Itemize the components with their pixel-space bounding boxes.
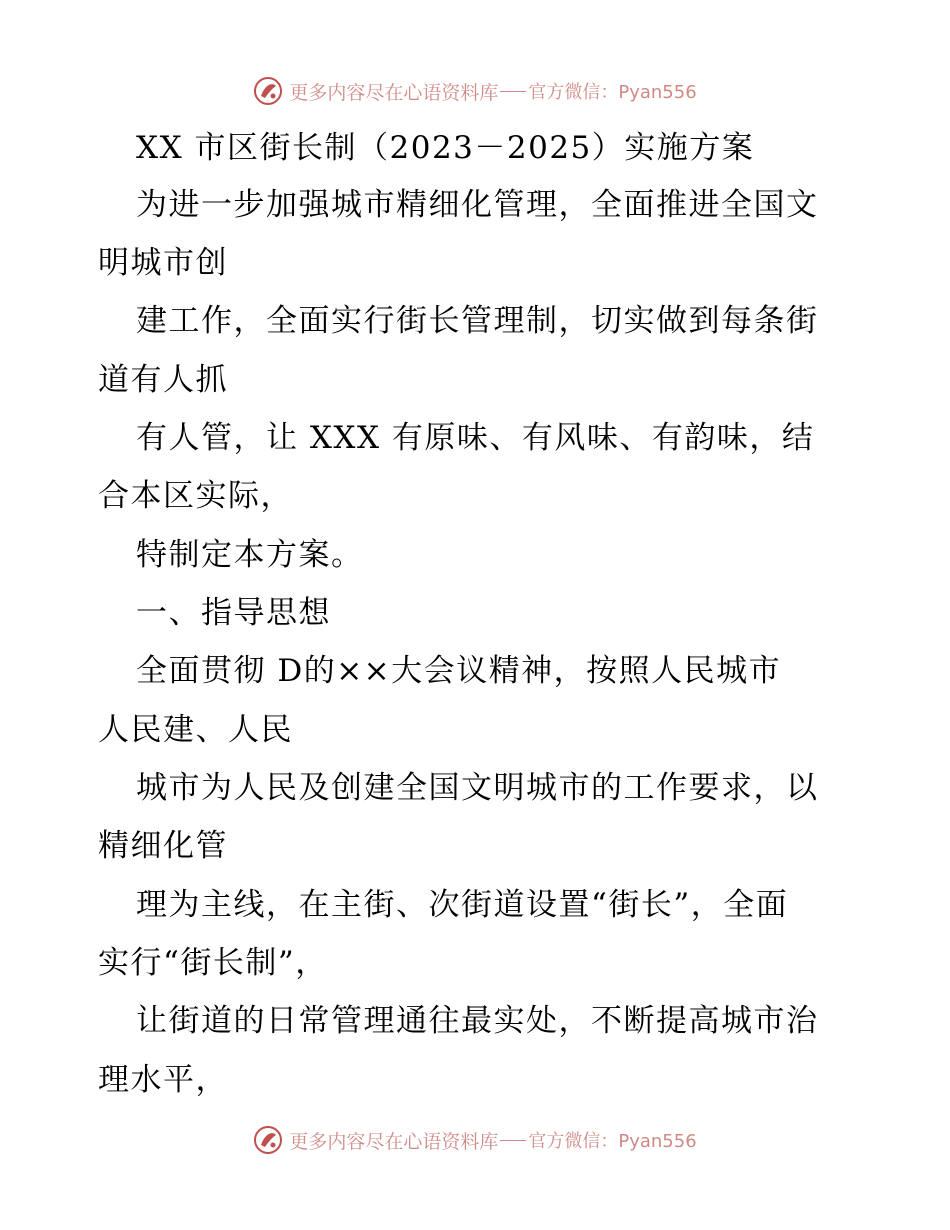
seal-logo-icon — [253, 1125, 283, 1155]
doc-line: 明城市创 — [98, 245, 228, 281]
watermark-main-text: 更多内容尽在心语资料库 — [289, 1130, 499, 1153]
doc-title: XX 市区街长制（2023－2025）实施方案 — [136, 130, 755, 166]
section-heading: 一、指导思想 — [136, 595, 331, 631]
doc-line: 有人管，让 XXX 有原味、有风味、有韵味，结 — [136, 420, 815, 456]
footer-watermark — [0, 1120, 950, 1160]
doc-line: 道有人抓 — [98, 362, 228, 398]
doc-line: 全面贯彻 D的××大会议精神，按照人民城市 — [136, 653, 782, 689]
doc-line: 特制定本方案。 — [136, 537, 364, 573]
doc-line: 精细化管 — [98, 828, 228, 864]
doc-line: 建工作，全面实行街长管理制，切实做到每条街 — [136, 303, 819, 339]
doc-line: 城市为人民及创建全国文明城市的工作要求，以 — [136, 770, 819, 806]
watermark-sub-text: 官方微信：Pyan556 — [528, 1131, 697, 1152]
doc-line: 让街道的日常管理通往最实处，不断提高城市治 — [136, 1003, 819, 1039]
doc-line: 理水平， — [98, 1062, 228, 1098]
doc-line: 人民建、人民 — [98, 712, 293, 748]
doc-line: 为进一步加强城市精细化管理，全面推进全国文 — [136, 187, 819, 223]
watermark-separator — [500, 1140, 526, 1141]
watermark-main-text: 更多内容尽在心语资料库 — [289, 81, 499, 104]
doc-line: 理为主线，在主街、次街道设置“街长”，全面 — [136, 887, 789, 923]
doc-line: 合本区实际， — [98, 478, 293, 514]
doc-line: 实行“街长制”， — [98, 945, 328, 981]
watermark-sub-text: 官方微信：Pyan556 — [528, 82, 697, 103]
